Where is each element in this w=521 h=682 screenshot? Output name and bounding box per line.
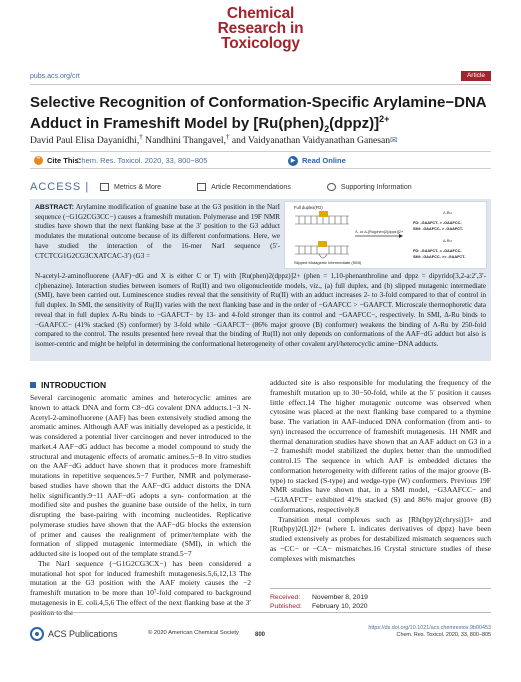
journal-logo-line3: Toxicology <box>221 35 300 52</box>
section-bullet-icon <box>30 382 36 388</box>
toc-smi-label: Slipped Mutagenic Intermediate (SMI) <box>294 260 362 265</box>
recommendations-icon <box>197 183 206 191</box>
received-value: November 8, 2019 <box>312 594 368 601</box>
author-1[interactable]: David Paul Elisa Dayanidhi, <box>30 135 140 147</box>
abstract-label: ABSTRACT: <box>35 204 74 211</box>
publication-dates <box>270 588 491 611</box>
intro-paragraph-4: Transition metal complexes such as [Rh(bpy)2(chrysi)]3+ and [Ru(bpy)2(L)]2+ (where L indicates derivatives of dppz) have been studied extensively as probes for destabilized mismatch sequences such as −CC− or −CA− mismatches.16 Crystal structure studies of these complexes with mismatches <box>270 514 491 563</box>
article-recommendations-link[interactable] <box>197 183 291 191</box>
toc-arrow-head <box>399 234 403 238</box>
journal-url-link[interactable]: pubs.acs.org/crt <box>30 73 80 80</box>
introduction-heading-text: INTRODUCTION <box>41 380 107 390</box>
toc-full-duplex-label: Full duplex(FD) <box>294 205 323 210</box>
toc-smi1: SMI: -GAAFCC- > -GAAFCT- <box>413 227 464 231</box>
journal-logo-line2: Research in <box>217 20 304 37</box>
acs-publications-label: ACS Publications <box>48 629 118 639</box>
title-text-mid: (dppz)] <box>329 115 380 132</box>
received-date-row <box>270 593 491 602</box>
cite-label: Cite This: <box>47 156 82 165</box>
toc-delta-ru-label: Δ-Ru <box>443 239 452 243</box>
metrics-label: Metrics & More <box>114 183 162 191</box>
author-2[interactable]: Nandhini Thangavel, <box>145 135 226 147</box>
access-logo-text: ACCESS <box>30 181 82 193</box>
journal-logo <box>0 6 521 51</box>
published-value: February 10, 2020 <box>312 603 368 610</box>
title-subscript: 2 <box>324 124 330 134</box>
toc-duplex-diagram <box>295 216 349 224</box>
title-superscript: 2+ <box>379 114 390 124</box>
toc-fd2: FD: -GAAFCT- = -GAAFCC- <box>413 249 462 253</box>
author-2-affiliation-mark: † <box>225 133 230 141</box>
title-text-main: Selective Recognition of Conformation-Specific Arylamine−DNA Adduct in Frameshift Model by [Ru(phen) <box>30 94 487 132</box>
doi-link[interactable]: https://dx.doi.org/10.1021/acs.chemrestox.9b00453 <box>368 625 491 631</box>
toc-aaf-adduct-bottom <box>318 241 327 247</box>
author-list <box>30 131 491 147</box>
author-1-affiliation-mark: † <box>139 133 143 141</box>
intro-paragraph-3: adducted site is also responsible for modulating the frequency of the frameshift mutation up to 30−50-fold, while at the 5′ position it causes little effect.14 The higher mutagenic outcome was observed when cytosine was placed at the next flanking base compared to a thymine base. The variation in AAF-induced DNA conformation (from anti- to syn) increased the occurrence of frameshift mutagenesis. 1H NMR and thermal denaturation studies have shown that an AAF adduct on G3 in a −2 frameshift model stabilized the duplex better than the unmodified control.15 The sequence in which AAF is embedded dictates the conformation heterogeneity with different ratios of the major groove (B-type) to stacked (S-type) and wedge-type (W) conformers. Previous 19F NMR studies have shown that, in a SMI model, −G3AAFCC− and −G3AAFCT− exhibited 41% stacked (S) and 86% major groove (B) conformations, respectively.8 <box>270 378 491 514</box>
supporting-information-link[interactable] <box>327 183 412 191</box>
toc-lambda-ru-label: Λ-Ru <box>443 211 452 215</box>
published-date-row <box>270 602 491 611</box>
toc-aaf-adduct-top <box>319 211 328 217</box>
recommendations-label: Article Recommendations <box>211 183 291 191</box>
header-bar <box>30 71 491 85</box>
intro-paragraph-2: The NarI sequence (−G1G2CG3CX−) has been considered a mutational hot spot for induced frameshift mutagenesis.5,6,12,13 The mutation at the G3 position with the AAF moiety causes the −2 frameshift mutation to be more than 10⁷-fold compared to background mutagenesis in E. coli.4,5,6 The effect of the next flanking base at the 3′ position to the <box>30 558 251 617</box>
metrics-link[interactable] <box>100 183 161 191</box>
received-label: Received: <box>270 594 301 601</box>
left-column <box>30 393 251 617</box>
read-online-button[interactable] <box>288 155 346 166</box>
citation-link[interactable]: Chem. Res. Toxicol. 2020, 33, 800−805 <box>76 156 208 165</box>
acs-logo-icon <box>30 627 44 641</box>
read-online-icon: ▶ <box>288 156 298 166</box>
toc-smi-diagram <box>295 246 349 258</box>
cite-icon[interactable]: ❝ <box>34 156 43 165</box>
page-number: 800 <box>255 632 266 638</box>
supporting-info-icon <box>327 183 336 191</box>
toc-graphic-svg <box>285 202 488 270</box>
cite-row <box>30 151 491 169</box>
toc-fd1: FD: -GAAFCT- > -GAAFCC- <box>413 221 462 225</box>
corresponding-author-icon[interactable]: ✉ <box>390 135 398 146</box>
abstract-part1: Arylamine modification of guanine base at the G3 position in the NarI sequence (−G1G2CG3CC−) causes a frameshift mutation. Polymerase and 19F NMR studies have shown that the next flanking base at the 3′ position to the G3 adduct modulates the mutational outcome because of its different conformations. Here, we have studied the interaction of the 16-mer NarI sequence (5′-CTCTCG1G2CG3CXATCAC-3′) (G3 = <box>35 203 280 260</box>
article-type-badge: Article <box>461 71 491 81</box>
published-label: Published: <box>270 603 302 610</box>
metrics-icon <box>100 183 109 191</box>
journal-logo-line1: Chemical <box>226 5 295 22</box>
access-logo-bars: | <box>85 181 90 193</box>
toc-graphic[interactable] <box>284 201 487 269</box>
read-online-label: Read Online <box>302 156 346 165</box>
abstract-box <box>30 199 491 361</box>
page-footer <box>30 612 491 642</box>
intro-paragraph-1: Several carcinogenic aromatic amines and heterocyclic amines are known to attack DNA and form C8−dG covalent DNA adducts.1−3 N-Acetyl-2-aminofluorene (AAF) has been extensively studied among the aromatic amines. Although AAF was initially developed as a pesticide, it was considered a potential liver carcinogen and never introduced to the market.4 AAF−dG adduct has become a model compound to study the structural and mutagenic effects of aromatic amines.5−8 In vitro studies on the AAF−dG adduct have shown that it produces more frameshift mutations in repetitive sequences.5−7 Further, NMR and polymerase-based studies have shown that the AAF−dG adduct distorts the DNA helix significantly.9−11 AAF−dG adopts a syn- conformation at the modified site and pushes the guanine base outside of the helix, in turn disrupting the base-pairing with incoming nucleotides. Replicative polymerase studies have shown that the AAF−dG blocks the extension of primer and causes the realignment of primer/template with the formation of slipped mutagenic intermediate (SMI), in which the adducted site is looped out of the template strand.5−7 <box>30 393 251 558</box>
copyright-notice: © 2020 American Chemical Society <box>148 630 239 636</box>
acs-publications-logo[interactable] <box>30 627 118 641</box>
journal-reference: Chem. Res. Toxicol. 2020, 33, 800−805 <box>396 632 491 638</box>
supporting-info-label: Supporting Information <box>340 183 412 191</box>
author-3[interactable]: and Vaidyanathan Vaidyanathan Ganesan <box>231 135 391 147</box>
abstract-text-bottom: N-acetyl-2-aminofluorene (AAF)−dG and X is either C or T) with [Ru(phen)2(dppz)]2+ (phen = 1,10-phenanthroline and dppz = dipyrido[3,2-a:2′,3′-c]phenazine). Interaction studies between isomers of Ru(II) and two oligonucleotide models, viz., (a) full duplex, and (b) slipped mutagenic intermediate (SMI), have been carried out. Luminescence studies reveal that the sensitivity of Ru(II) with an adduct increases 2- to 3-fold compared to that of control in full duplex. In SMI, the sensitivity of Ru(II) varies with the next flanking base and in the order of −GAAFCC > −GAAFCT. Microscale thermophoretic data reveal that in full duplex Λ-Ru binds to −GAAFCT− by 13- and 4-fold stronger than its control and −GAAFCC−, respectively. In SMI, Δ-Ru binds to −GAAFCC− (41% stacked (S) conformer) by 3-fold while −GAAFCT− (86% major groove (B) conformer) weakens the binding of Λ-Ru by 250-fold compared to the control. The results presented here reveal that the binding of Ru(II) not only depends on conformations of the AAF−dG adduct but also is isomer-centric and might be helpful in determining the conformational heterogeneity of other covalent aryl/heterocyclic amine−DNA adducts. <box>35 272 486 348</box>
access-row <box>30 180 491 194</box>
toc-smi2: SMI: -GAAFCC- >> -GAAFCT- <box>413 255 466 259</box>
doi-block <box>368 625 491 639</box>
access-logo <box>30 181 100 193</box>
right-column <box>270 378 491 563</box>
abstract-text-top <box>35 203 280 261</box>
toc-arrow-label: Λ- or Δ-[Ru(phen)2(dppz)]2+ <box>355 230 404 234</box>
introduction-heading <box>30 380 106 390</box>
